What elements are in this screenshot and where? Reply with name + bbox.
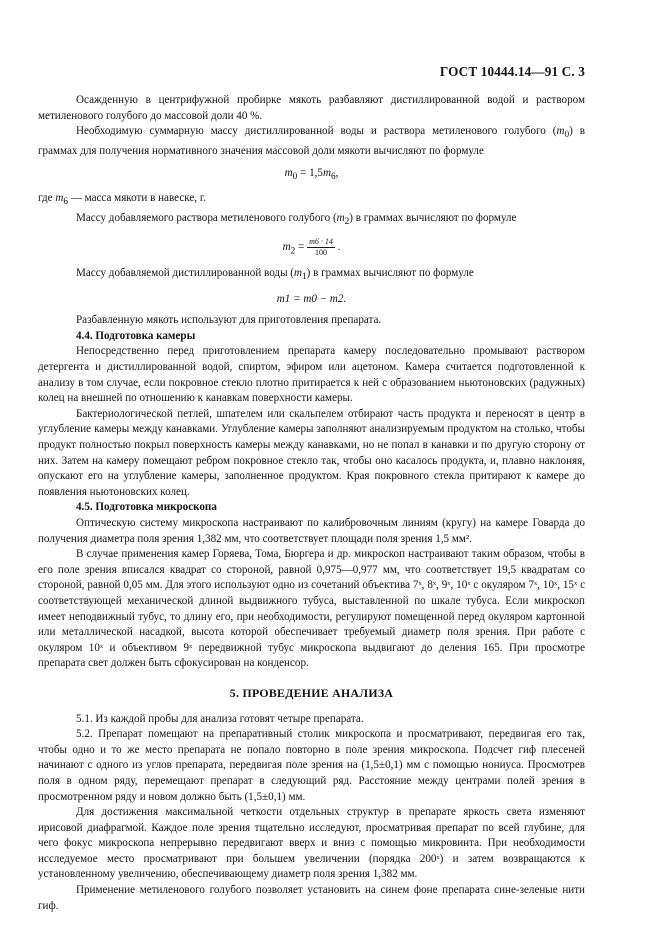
paragraph: 5.1. Из каждой пробы для анализа готовят четыре препарата. (76, 712, 364, 725)
paragraph: Необходимую суммарную массу дистиллированной воды и раствора метиленового голубого $(m_0)$ в граммах для получения нормативного значения массовой доли мякоти вычисляют по формуле (38, 125, 585, 157)
formula-m1: m1 = m0 − m2. (276, 292, 347, 305)
paragraph: Массу добавляемой дистиллированной воды $(m_1)$ в граммах вычисляют по формуле (76, 266, 474, 283)
paragraph: 5.2. Препарат помещают на препаративный столик микроскопа и просматривают, передвигая его так, чтобы одно и то же место препарата не попало повторно в поле зрения микроскопа. Подсчет гиф плесеней начинают с одного из углов препарата, передвигая поле зрения на (1,5±0,1) мм с помощью нониуса. Просмотрев поля в одном ряду, перемещают препарат в следующий ряд. Расстояние между центрами полей зрения в просмотренном ряду и новом должно быть (1,5±0,1) мм. (38, 728, 585, 803)
paragraph: В случае применения камер Горяева, Тома, Бюргера и др. микроскоп настраивают таким образом, чтобы в его поле зрения вписался квадрат со стороной, равной 0,975—0,977 мм, что соответствует 19,5 квадратам со стороной, равной 0,05 мм. Для этого используют одно из сочетаний объектива 7ˣ, 8ˣ, 9ˣ, 10ˣ с окуляром 7ˣ, 10ˣ, 15ˣ с соответствующей механической длиной выдвижного тубуса, выставленной по шкале тубуса. Если микроскоп имеет неподвижный тубус, то длину его, при необходимости, регулируют помещенной перед окуляром картонной или металлической насадкой, высота которой обеспечивает требуемый диаметр поля зрения. При работе с окуляром 10ˣ и объективом 9ˣ передвижной тубус микроскопа выдвигают до деления 165. При просмотре препарата свет должен быть сфокусирован на конденсор. (38, 548, 585, 670)
document-body (38, 93, 585, 914)
formula-m0: $m_0 = 1,5m_6$, (284, 166, 339, 182)
paragraph: Осажденную в центрифужной пробирке мякоть разбавляют дистиллированной водой и раствором метиленового голубого до массовой доли 40 %. (38, 94, 585, 122)
paragraph: Для достижения максимальной четкости отдельных структур в препарате яркость света изменяют ирисовой диафрагмой. Каждое поле зрения тщательно исследуют, просматривая препарат по всей глубине, для чего фокус микроскопа непрерывно передвигают вверх и вниз с помощью микровинта. При необходимости исследуемое место просматривают при большем увеличении (порядка 200ˣ) и затем возвращаются к установленному увеличению, обеспечивающему диаметр поля зрения 1,382 мм. (38, 806, 585, 881)
paragraph: Массу добавляемого раствора метиленового голубого $(m_2)$ в граммах вычисляют по формуле (76, 212, 517, 228)
section-heading-5: 5. ПРОВЕДЕНИЕ АНАЛИЗА (229, 685, 394, 700)
section-heading-4-4: 4.4. Подготовка камеры (76, 329, 196, 342)
paragraph: Разбавленную мякоть используют для приготовления препарата. (76, 314, 382, 327)
paragraph: Непосредственно перед приготовлением препарата камеру последовательно промывают раствором детергента и дистиллированной водой, спиртом, эфиром или ацетоном. Камера считается подготовленной к анализу в том случае, если покровное стекло плотно притирается к ней с образованием ньютоновских (радужных) колец на внешней по отношению к канавкам поверхности камеры. (38, 345, 585, 405)
page-header: ГОСТ 10444.14—91 С. 3 (439, 64, 585, 79)
fraction: $\frac{m6 \cdot 14}{100}$ (309, 237, 333, 258)
formula-legend: где $m_6$ — масса мякоти в навеске, г. (38, 192, 206, 208)
section-heading-4-5: 4.5. Подготовка микроскопа (76, 501, 217, 514)
paragraph: Бактериологической петлей, шпателем или скальпелем отбирают часть продукта и переносят в центр в углубление камеры между канавками. Углубление камеры заполняют анализируемым продуктом на столько, чтобы продукт полностью покрыл поверхность камеры между канавками, но не попал в канавки и по другую сторону от них. Затем на камеру помещают ребром покровное стекло так, чтобы оно касалось продукта, и, плавно наклоняя, опускают его на углубление камеры, заполненное продуктом. Края покровного стекла притирают к камере до появления ньютоновских колец. (38, 407, 585, 498)
paragraph: Оптическую систему микроскопа настраивают по калибровочным линиям (кругу) на камере Говарда до получения диаметра поля зрения 1,382 мм, что соответствует площади поля зрения 1,5 мм². (38, 517, 585, 545)
paragraph: Применение метиленового голубого позволяет установить на синем фоне препарата сине-зеленые нити гиф. (38, 884, 585, 912)
formula-m2: $m_2$ = $\frac{m6 \cdot 14}{100}$ . (282, 237, 341, 258)
